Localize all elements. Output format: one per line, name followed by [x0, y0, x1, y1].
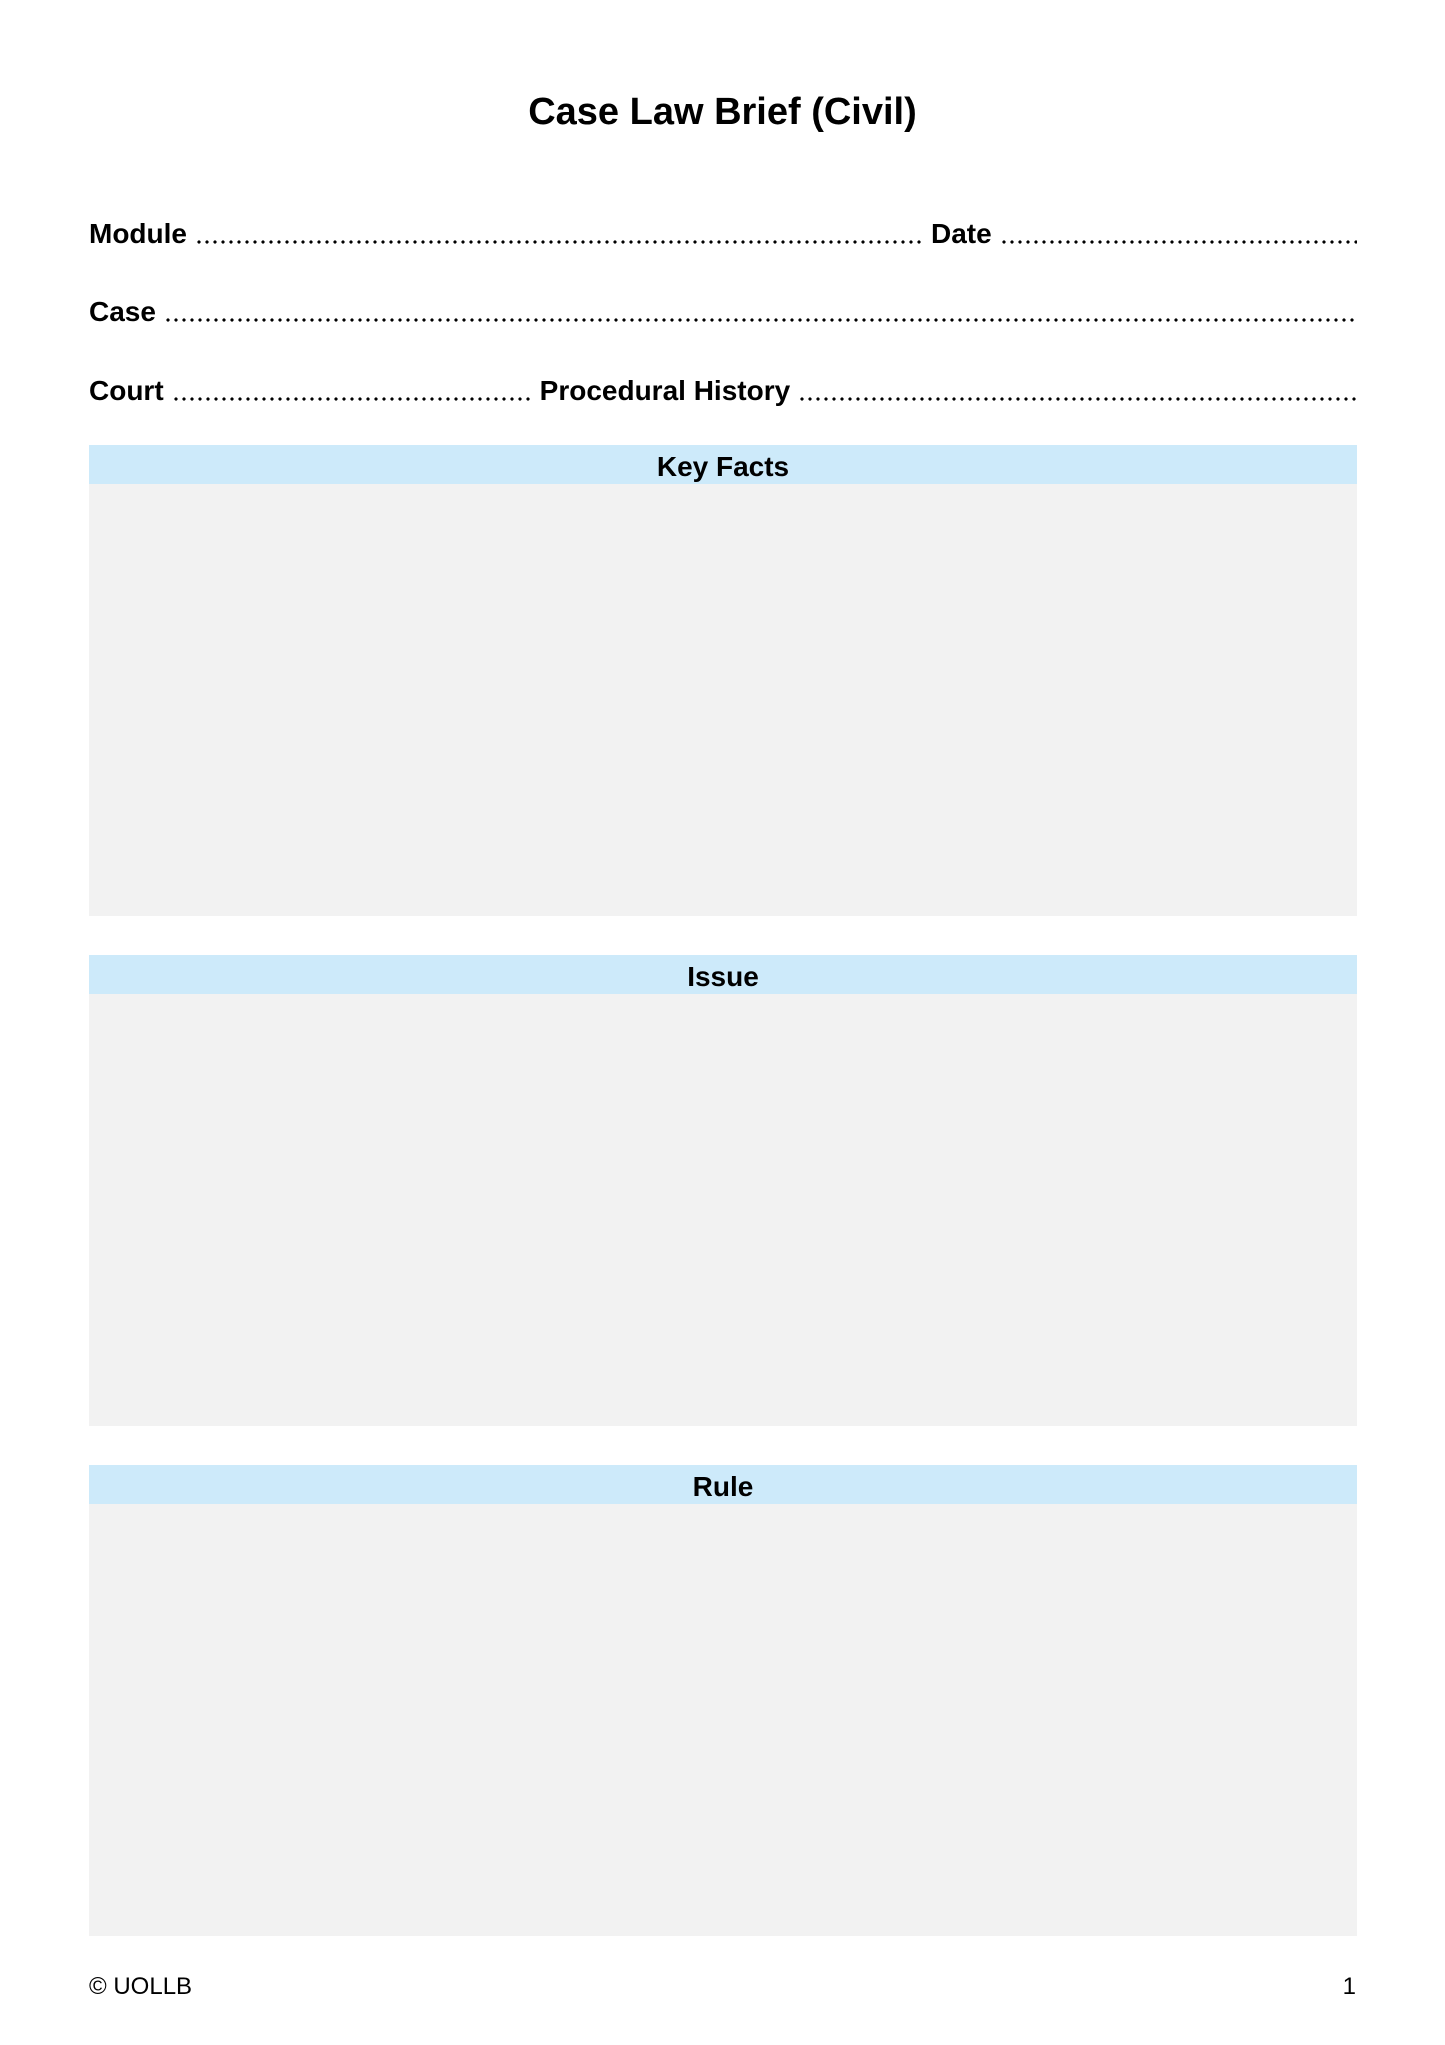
document-title: Case Law Brief (Civil)	[528, 91, 917, 133]
issue-section	[89, 955, 1357, 1426]
page-number: 1	[1342, 1973, 1356, 2000]
procedural-history-field[interactable]	[798, 396, 1357, 402]
case-label: Case	[89, 296, 156, 327]
key-facts-section	[89, 445, 1357, 916]
rule-input-area[interactable]	[89, 1504, 1357, 1936]
issue-heading: Issue	[89, 955, 1357, 994]
issue-input-area[interactable]	[89, 994, 1357, 1426]
module-field[interactable]	[195, 239, 923, 245]
key-facts-input-area[interactable]	[89, 484, 1357, 916]
date-label: Date	[931, 218, 992, 249]
case-field[interactable]	[164, 317, 1357, 323]
case-row	[89, 290, 1357, 330]
module-date-row	[89, 212, 1357, 252]
court-label: Court	[89, 375, 164, 406]
rule-heading: Rule	[89, 1465, 1357, 1504]
court-history-row	[89, 369, 1357, 409]
procedural-history-label: Procedural History	[539, 375, 791, 406]
key-facts-heading: Key Facts	[89, 445, 1357, 484]
module-label: Module	[89, 218, 187, 249]
date-field[interactable]	[1000, 239, 1357, 245]
rule-section	[89, 1465, 1357, 1936]
copyright-notice: © UOLLB	[89, 1973, 193, 2000]
court-field[interactable]	[172, 396, 532, 402]
